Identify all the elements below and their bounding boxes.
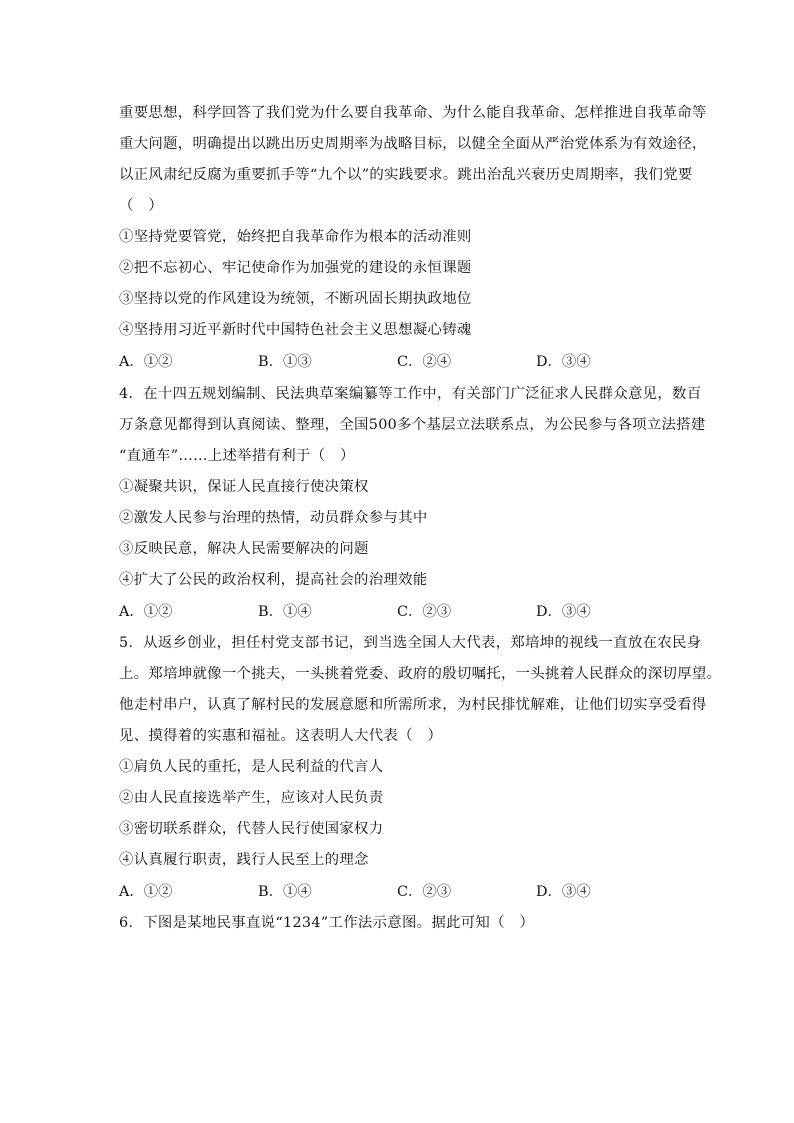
q4-option-a[interactable]: A．①② [119,604,173,620]
q3-statement-3: ③坚持以党的作风建设为统领，不断巩固长期执政地位 [119,291,472,307]
q5-statement-2: ②由人民直接选举产生，应该对人民负责 [119,790,384,806]
q3-option-d[interactable]: D．③④ [536,354,591,370]
q5-statement-1: ①肩负人民的重托，是人民利益的代言人 [119,759,384,775]
q3-statement-1: ①坚持党要管党，始终把自我革命作为根本的活动准则 [119,229,472,245]
q3-statement-2: ②把不忘初心、牢记使命作为加强党的建设的永恒课题 [119,260,472,276]
q4-statement-2: ②激发人民参与治理的热情，动员群众参与其中 [119,510,428,526]
q4-statement-4: ④扩大了公民的政治权利，提高社会的治理效能 [119,572,428,588]
q3-answer-bracket: （ ） [119,198,164,214]
q6-text-line-1: 6．下图是某地民事直说“1234”工作法示意图。据此可知（ ） [119,915,535,931]
q5-text-line-4: 见、摸得着的实惠和福祉。这表明人大代表（ ） [119,728,443,744]
q4-option-d[interactable]: D．③④ [536,604,591,620]
q5-option-c[interactable]: C．②③ [397,884,452,900]
q4-option-b[interactable]: B．①④ [258,604,312,620]
q4-option-c[interactable]: C．②③ [397,604,452,620]
q3-text-line-1: 重要思想，科学回答了我们党为什么要自我革命、为什么能自我革命、怎样推进自我革命等 [119,105,707,121]
q4-text-line-1: 4．在十四五规划编制、民法典草案编纂等工作中，有关部门广泛征求人民群众意见，数百 [119,386,702,402]
q5-text-line-1: 5．从返乡创业，担任村党支部书记，到当选全国人大代表，郑培坤的视线一直放在农民身 [119,635,702,651]
q5-text-line-2: 上。郑培坤就像一个挑夫，一头挑着党委、政府的殷切嘱托，一头挑着人民群众的深切厚望。 [119,666,722,682]
q5-option-a[interactable]: A．①② [119,884,173,900]
q3-option-b[interactable]: B．①③ [258,354,312,370]
q5-text-line-3: 他走村串户，认真了解村民的发展意愿和所需所求，为村民排忧解难，让他们切实享受看得 [119,697,707,713]
q4-text-line-2: 万条意见都得到认真阅读、整理，全国500多个基层立法联系点，为公民参与各项立法搭建 [119,417,706,433]
q3-statement-4: ④坚持用习近平新时代中国特色社会主义思想凝心铸魂 [119,322,472,338]
q3-text-line-2: 重大问题，明确提出以跳出历史周期率为战略目标，以健全全面从严治党体系为有效途径， [119,136,707,152]
q3-text-line-3: 以正风肃纪反腐为重要抓手等“九个以”的实践要求。跳出治乱兴衰历史周期率，我们党要 [119,167,693,183]
q3-option-a[interactable]: A．①② [119,354,173,370]
q4-text-line-3: “直通车”……上述举措有利于（ ） [119,448,355,464]
q5-statement-4: ④认真履行职责，践行人民至上的理念 [119,852,369,868]
q5-option-b[interactable]: B．①④ [258,884,312,900]
q4-statement-1: ①凝聚共识，保证人民直接行使决策权 [119,479,369,495]
q3-option-c[interactable]: C．②④ [397,354,452,370]
q4-statement-3: ③反映民意，解决人民需要解决的问题 [119,541,369,557]
q5-option-d[interactable]: D．③④ [536,884,591,900]
q5-statement-3: ③密切联系群众，代替人民行使国家权力 [119,821,384,837]
